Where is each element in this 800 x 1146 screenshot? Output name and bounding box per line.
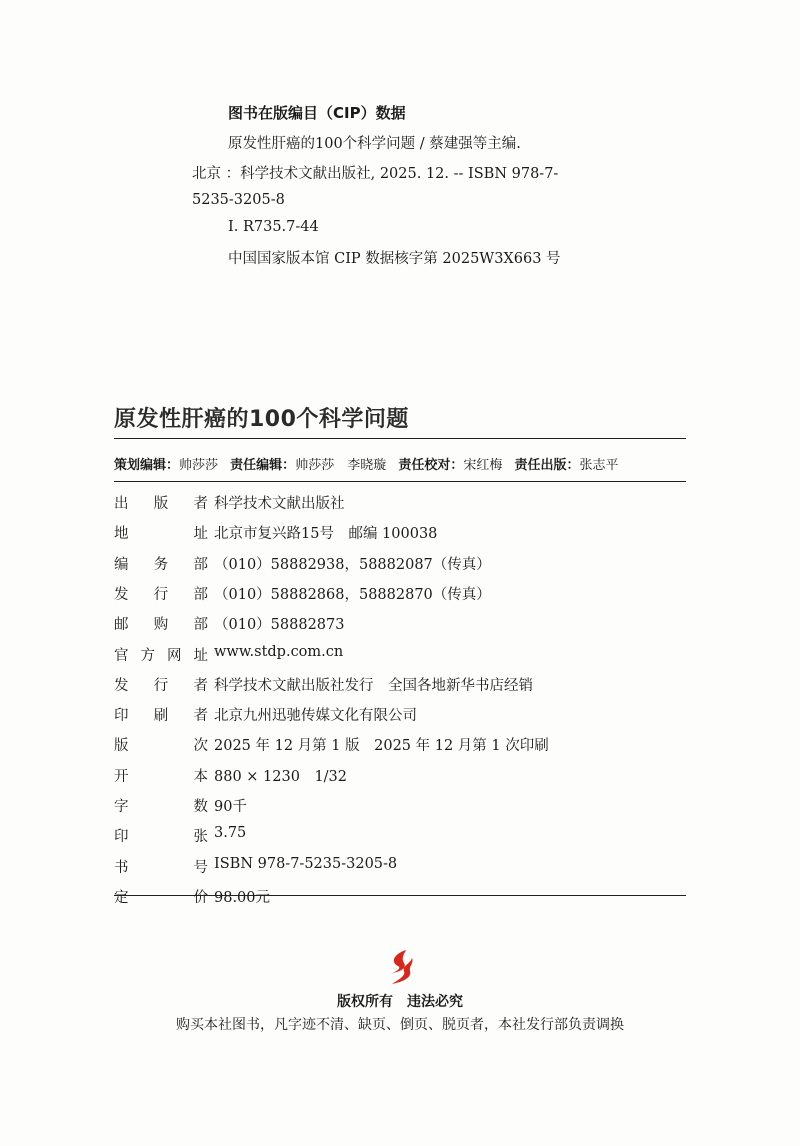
info-label	[114, 856, 208, 877]
info-bottom-rule	[114, 895, 686, 896]
editor-production: 责任出版：张志平	[514, 458, 619, 473]
info-label-char: 者	[193, 677, 208, 694]
info-label-char: 邮	[114, 617, 129, 634]
info-label-char: 价	[193, 889, 208, 906]
info-label	[114, 644, 208, 665]
info-label-char: 部	[193, 586, 208, 603]
info-label-char: 版	[114, 738, 129, 755]
info-value: 北京市复兴路15号 邮编 100038	[214, 526, 438, 543]
info-label-char: 部	[193, 617, 208, 634]
info-label-char: 网	[167, 647, 182, 664]
info-label-char: 务	[153, 556, 169, 573]
title-rule	[114, 438, 686, 439]
info-label-char: 发	[114, 586, 129, 603]
info-label-char: 方	[140, 647, 155, 664]
info-label	[114, 734, 208, 755]
info-label-char: 部	[193, 556, 208, 573]
book-title: 原发性肝癌的100个科学问题	[114, 407, 409, 432]
info-value: www.stdp.com.cn	[214, 643, 344, 660]
info-label-char: 地	[114, 526, 129, 543]
info-label	[114, 886, 208, 907]
info-value: 3.75	[214, 825, 247, 842]
info-label-char: 版	[153, 496, 169, 512]
editor-planning: 策划编辑：帅莎莎	[114, 458, 219, 473]
info-label	[114, 522, 208, 543]
info-label	[114, 674, 208, 695]
publisher-logo-icon	[384, 948, 418, 986]
info-label-char: 本	[193, 768, 208, 785]
info-label-char: 定	[114, 889, 129, 906]
info-value: 科学技术文献出版社	[214, 496, 345, 512]
editor-responsible: 责任编辑：帅莎莎 李晓璇	[230, 458, 387, 473]
info-label-char: 开	[114, 768, 129, 785]
info-value: 科学技术文献出版社发行 全国各地新华书店经销	[214, 677, 533, 694]
info-label-char: 刷	[153, 708, 169, 725]
info-label-char: 书	[114, 859, 129, 876]
editor-proofreading: 责任校对：宋红梅	[398, 458, 503, 473]
info-label-char: 购	[153, 617, 169, 634]
info-label-char: 次	[193, 738, 208, 755]
info-value: （010）58882873	[214, 617, 345, 634]
info-label	[114, 704, 208, 725]
return-notice: 购买本社图书，凡字迹不清、缺页、倒页、脱页者，本社发行部负责调换	[176, 1017, 624, 1033]
info-label-char: 字	[114, 799, 129, 815]
info-value: ISBN 978-7-5235-3205-8	[214, 855, 398, 872]
info-value: 98.00元	[214, 889, 271, 906]
info-label	[114, 765, 208, 786]
info-label-char: 行	[153, 677, 169, 694]
info-label-char: 址	[193, 647, 208, 664]
editors-line	[114, 454, 627, 473]
info-value: 北京九州迅驰传媒文化有限公司	[214, 708, 417, 725]
cip-line-publisher: 北京 ：科学技术文献出版社, 2025. 12. -- ISBN 978-7-	[192, 166, 559, 182]
info-label-char: 号	[193, 859, 208, 876]
cip-line-title: 原发性肝癌的100个科学问题 / 蔡建强等主编.	[228, 136, 521, 152]
info-label-char: 行	[153, 586, 169, 603]
editors-rule	[114, 481, 686, 482]
info-value: 2025 年 12 月第 1 版 2025 年 12 月第 1 次印刷	[214, 738, 549, 755]
info-label-char: 编	[114, 556, 129, 573]
info-value: （010）58882938，58882087（传真）	[214, 556, 491, 573]
info-label-char: 张	[193, 829, 208, 846]
info-value: （010）58882868，58882870（传真）	[214, 586, 491, 603]
info-label-char: 印	[114, 708, 129, 725]
cip-line-isbn-cont: 5235-3205-8	[192, 192, 285, 208]
info-label-char: 者	[193, 708, 208, 725]
info-label-char: 印	[114, 829, 129, 846]
cip-line-record: 中国国家版本馆 CIP 数据核字第 2025W3X663 号	[228, 251, 561, 267]
info-label	[114, 795, 208, 816]
info-label-char: 址	[193, 526, 208, 543]
info-label-char: 者	[193, 496, 208, 512]
info-value: 880 × 1230 1/32	[214, 768, 348, 785]
info-label	[114, 583, 208, 604]
cip-line-classification: Ⅰ. R735.7-44	[228, 219, 319, 235]
info-label	[114, 613, 208, 634]
info-value: 90千	[214, 799, 247, 815]
copyright-notice: 版权所有 违法必究	[337, 994, 463, 1010]
info-label	[114, 825, 208, 846]
info-label-char: 数	[193, 799, 208, 815]
info-label-char: 官	[114, 647, 129, 664]
cip-title: 图书在版编目（CIP）数据	[228, 104, 406, 122]
info-label-char: 发	[114, 677, 129, 694]
info-label	[114, 492, 208, 513]
info-label	[114, 553, 208, 574]
info-label-char: 出	[114, 496, 129, 512]
